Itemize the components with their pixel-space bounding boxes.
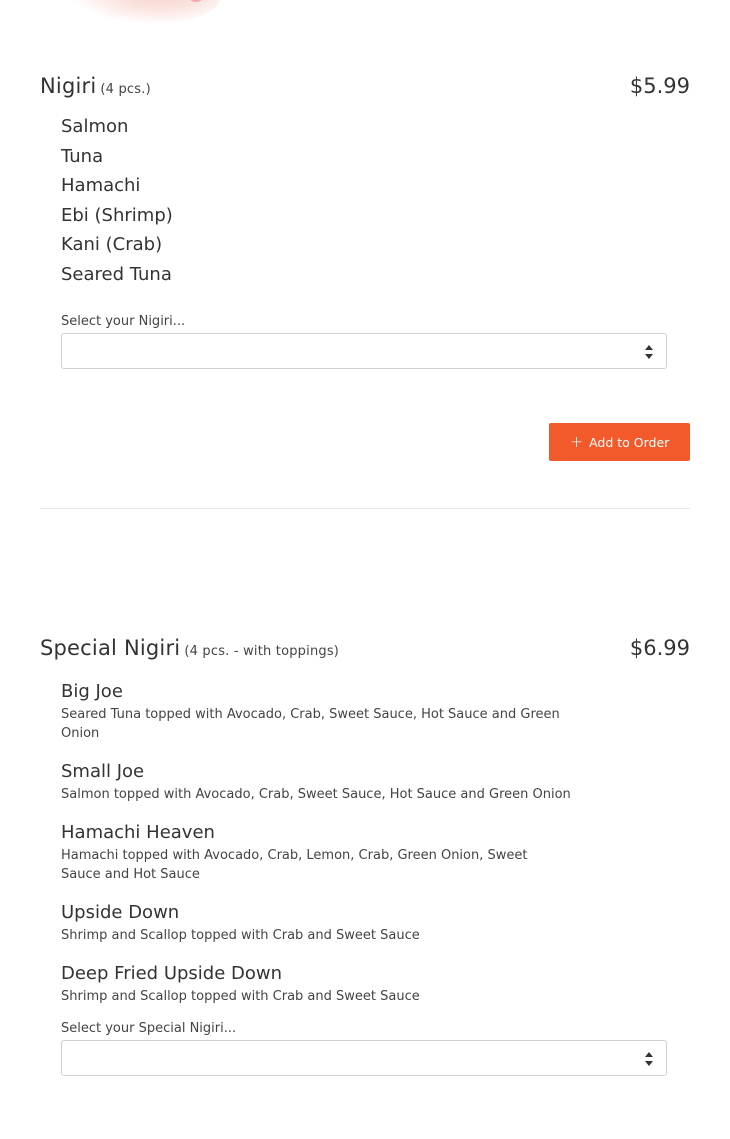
select-arrows-icon	[645, 345, 653, 359]
special-nigiri-select[interactable]	[61, 1040, 667, 1076]
item-description: Salmon topped with Avocado, Crab, Sweet Sauce, Hot Sauce and Green Onion	[61, 787, 571, 802]
special-nigiri-item	[61, 901, 690, 945]
sushi-image-fragment	[70, 0, 220, 25]
nigiri-qty: (4 pcs.)	[100, 82, 151, 97]
special-nigiri-items	[61, 680, 690, 1006]
item-name: Hamachi Heaven	[61, 822, 215, 843]
item-description: Shrimp and Scallop topped with Crab and Sweet Sauce	[61, 989, 420, 1004]
nigiri-title	[40, 74, 151, 98]
nigiri-item: Kani (Crab)	[61, 234, 163, 256]
item-name: Small Joe	[61, 761, 145, 782]
nigiri-items	[61, 112, 690, 290]
item-name: Deep Fried Upside Down	[61, 963, 283, 984]
special-nigiri-select-label: Select your Special Nigiri...	[61, 1021, 237, 1036]
special-nigiri-section	[40, 632, 690, 1076]
special-nigiri-price: $6.99	[629, 636, 690, 660]
nigiri-select[interactable]	[61, 333, 667, 369]
nigiri-title-text: Nigiri	[40, 74, 97, 98]
add-to-order-label: Add to Order	[589, 434, 670, 450]
select-arrows-icon	[645, 1052, 653, 1066]
special-nigiri-item	[61, 821, 690, 884]
special-nigiri-title	[40, 636, 339, 660]
item-name: Upside Down	[61, 902, 180, 923]
item-description: Shrimp and Scallop topped with Crab and Sweet Sauce	[61, 928, 420, 943]
nigiri-item: Ebi (Shrimp)	[61, 204, 173, 226]
item-name: Big Joe	[61, 681, 123, 702]
special-nigiri-title-text: Special Nigiri	[40, 636, 181, 660]
nigiri-section	[40, 70, 690, 451]
add-to-order-button[interactable]	[549, 423, 690, 461]
nigiri-item: Hamachi	[61, 175, 141, 197]
special-nigiri-item	[61, 962, 690, 1006]
nigiri-price: $5.99	[629, 74, 690, 98]
nigiri-item: Tuna	[61, 145, 104, 167]
special-nigiri-header	[40, 632, 690, 670]
special-nigiri-item	[61, 760, 690, 804]
section-divider	[40, 508, 690, 509]
nigiri-item: Seared Tuna	[61, 263, 172, 285]
special-nigiri-item	[61, 680, 690, 743]
special-nigiri-qty: (4 pcs. - with toppings)	[184, 644, 340, 659]
item-description: Hamachi topped with Avocado, Crab, Lemon, Crab, Green Onion, Sweet Sauce and Hot Sauce	[61, 848, 528, 882]
nigiri-item: Salmon	[61, 116, 129, 137]
nigiri-header	[40, 70, 690, 108]
plus-icon: +	[569, 432, 584, 451]
nigiri-select-label: Select your Nigiri...	[61, 313, 186, 329]
item-description: Seared Tuna topped with Avocado, Crab, Sweet Sauce, Hot Sauce and Green Onion	[61, 707, 560, 741]
